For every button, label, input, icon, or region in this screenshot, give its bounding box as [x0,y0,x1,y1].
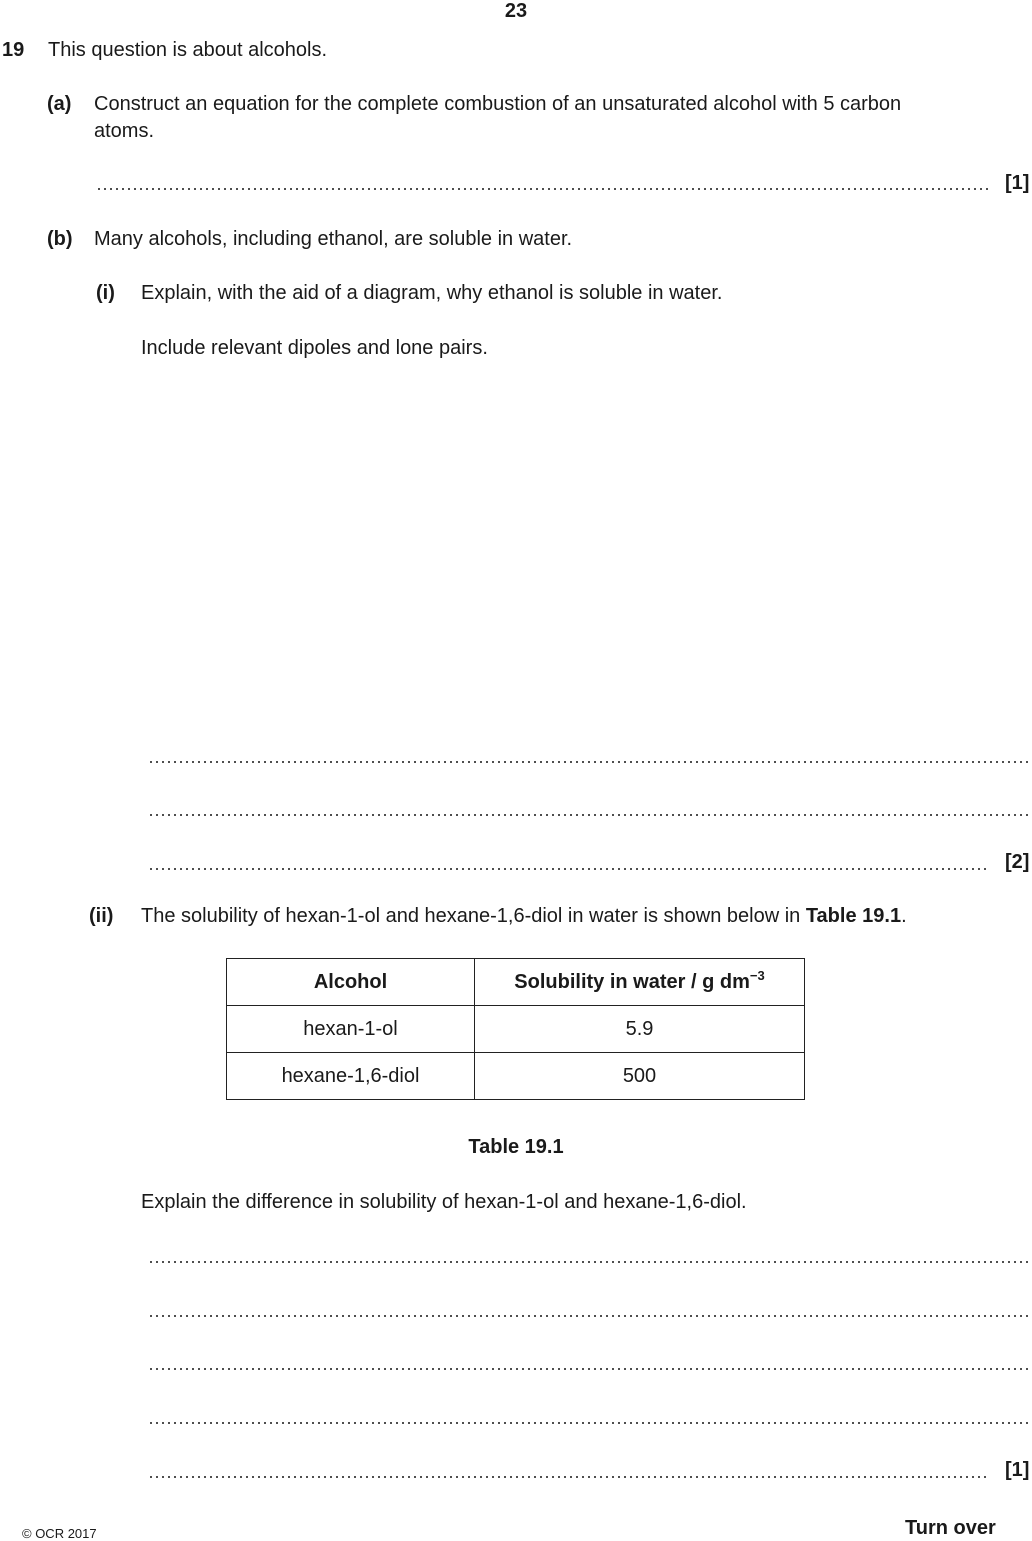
part-b-ii-label: (ii) [89,905,114,927]
part-b-i-instruction: Include relevant dipoles and lone pairs. [141,337,488,359]
question-stem: This question is about alcohols. [48,39,328,61]
table-row [227,1006,805,1053]
header-solubility-unit-exponent: −3 [749,967,765,983]
header-alcohol: Alcohol [227,959,475,1006]
part-a-mark: [1] [1005,172,1030,194]
table-row [227,1053,805,1100]
part-b-i-label: (i) [96,282,115,304]
answer-line-b-ii-5[interactable] [148,1475,988,1479]
part-b-ii-text-before: The solubility of hexan-1-ol and hexane-1,6-diol in water is shown below in [141,905,806,927]
part-a-text-line1: Construct an equation for the complete combustion of an unsaturated alcohol with 5 carbon [94,93,902,115]
part-b-ii-prompt: Explain the difference in solubility of hexan-1-ol and hexane-1,6-diol. [141,1191,747,1213]
part-b-text: Many alcohols, including ethanol, are soluble in water. [94,228,573,250]
part-b-ii-text-after: . [901,905,907,927]
header-solubility-text: Solubility in water / g dm [514,970,750,993]
answer-line-b-i-1[interactable] [148,760,1030,764]
copyright: © OCR 2017 [22,1526,97,1541]
page-number: 23 [504,0,528,22]
cell-solubility: 5.9 [475,1006,805,1053]
cell-alcohol: hexan-1-ol [227,1006,475,1053]
part-b-ii-mark: [1] [1005,1459,1030,1481]
table-caption: Table 19.1 [468,1136,564,1158]
answer-line-b-ii-4[interactable] [148,1421,1030,1425]
part-a-label: (a) [47,93,72,115]
answer-line-a[interactable] [96,187,988,191]
table-header-row [227,959,805,1006]
cell-alcohol: hexane-1,6-diol [227,1053,475,1100]
answer-line-b-ii-1[interactable] [148,1260,1030,1264]
answer-line-b-ii-3[interactable] [148,1367,1030,1371]
header-solubility [475,959,805,1006]
turn-over: Turn over [905,1517,996,1539]
diagram-answer-space[interactable] [141,380,1031,730]
part-b-ii-text [141,903,907,929]
part-b-i-mark: [2] [1005,851,1030,873]
answer-line-b-ii-2[interactable] [148,1314,1030,1318]
table-reference: Table 19.1 [805,905,902,927]
answer-line-b-i-3[interactable] [148,867,988,871]
part-b-i-text: Explain, with the aid of a diagram, why ethanol is soluble in water. [141,282,723,304]
solubility-table [226,958,805,1100]
cell-solubility: 500 [475,1053,805,1100]
part-a-text-line2: atoms. [94,120,155,142]
question-number: 19 [2,39,25,61]
part-b-label: (b) [47,228,73,250]
answer-line-b-i-2[interactable] [148,813,1030,817]
